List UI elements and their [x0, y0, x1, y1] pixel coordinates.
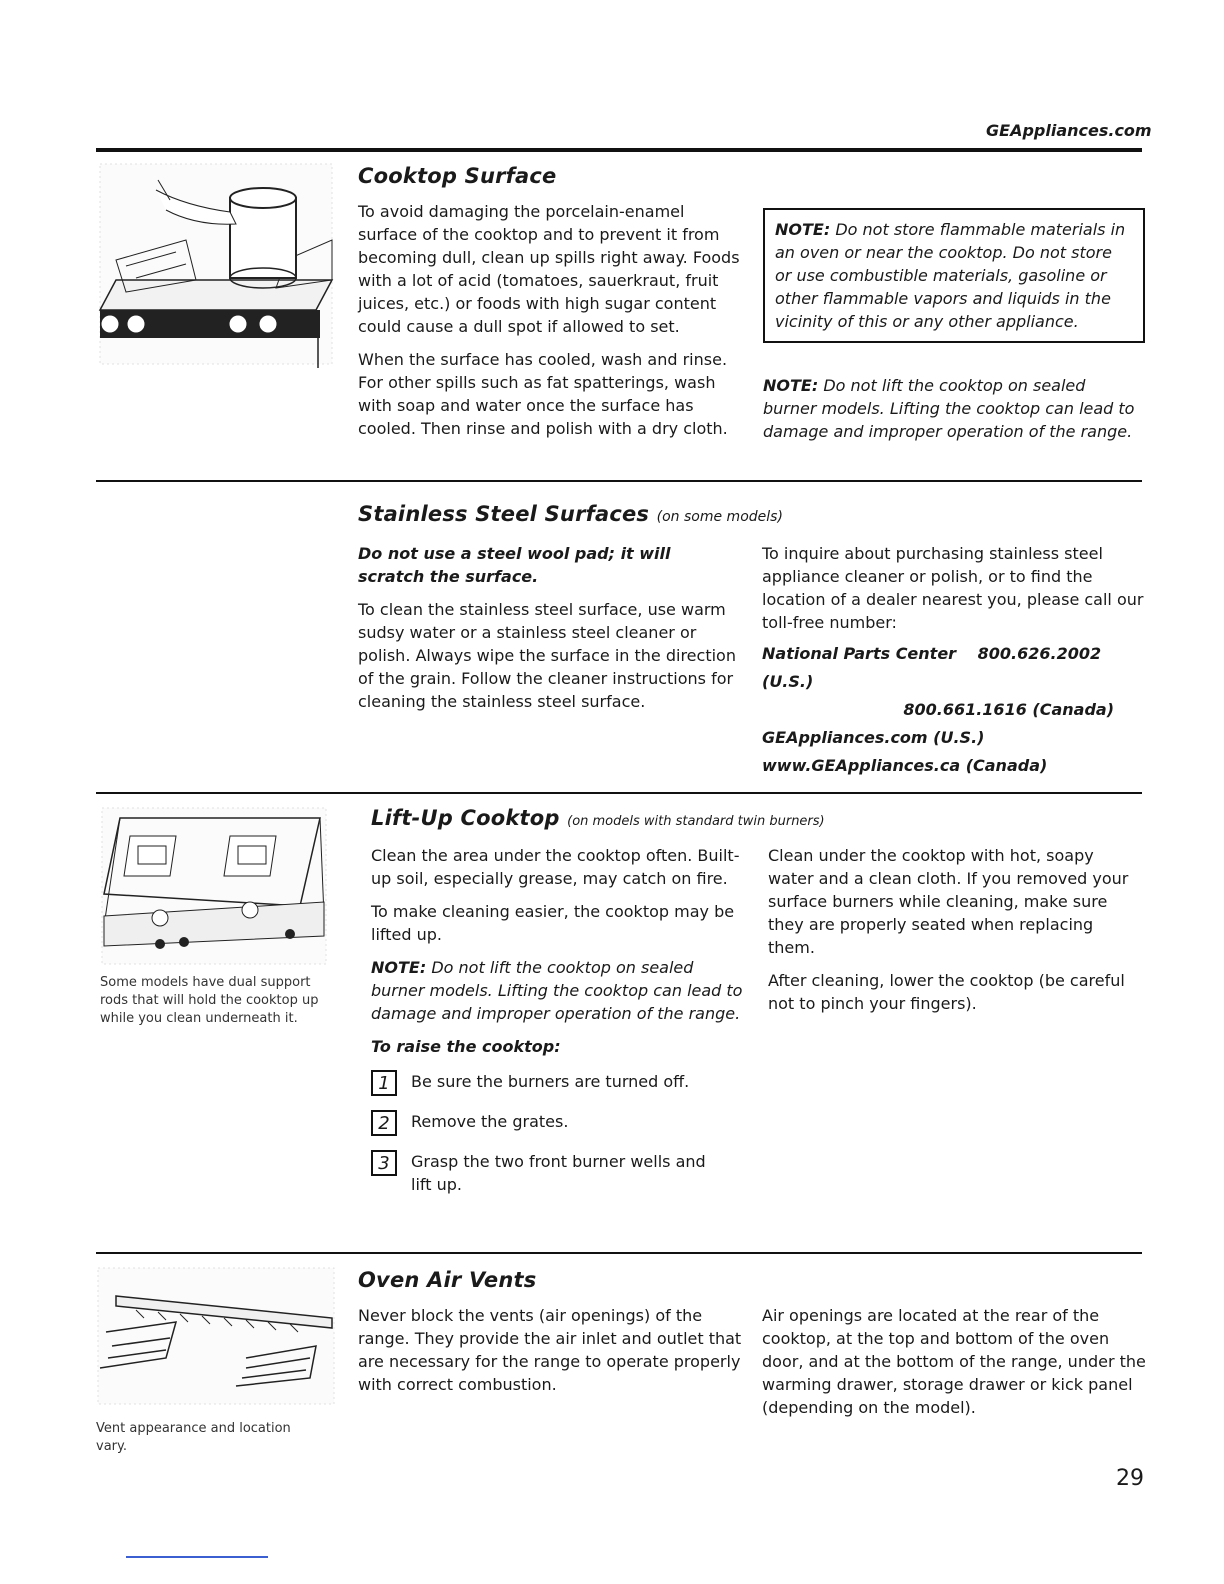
oven-air-vents-heading: Oven Air Vents	[358, 1268, 537, 1292]
phone-us: 800.626.2002 (U.S.)	[762, 644, 1102, 691]
vent-caption: Vent appearance and location vary.	[96, 1421, 291, 1454]
site-url: GEAppliances.com	[986, 121, 1152, 140]
web-us: GEAppliances.com (U.S.)	[762, 728, 985, 747]
vents-para-1: Never block the vents (air openings) of the range. They provide the air inlet and outlet that are necessary for the range to operate properly with correct combustion.	[358, 1306, 742, 1394]
oven-vent-illustration	[96, 1266, 336, 1406]
steel-wool-warning: Do not use a steel wool pad; it will scratch the surface.	[358, 544, 671, 586]
lift-up-title: Lift-Up Cooktop	[371, 806, 560, 830]
stainless-left-column	[358, 542, 742, 723]
phone-canada: 800.661.1616 (Canada)	[903, 700, 1114, 719]
web-canada: www.GEAppliances.ca (Canada)	[762, 756, 1048, 775]
top-rule	[96, 148, 1142, 152]
cooktop-para-2: When the surface has cooled, wash and rinse. For other spills such as fat spatterings, wash with soap and water once the surface has cooled. Then rinse and polish with a dry cloth.	[358, 350, 728, 438]
flammable-note-box	[763, 208, 1145, 343]
section-divider	[96, 792, 1142, 794]
stainless-para-2: To inquire about purchasing stainless steel appliance cleaner or polish, or to find the location of a dealer nearest you, please call our toll-free number:	[762, 544, 1144, 632]
lift-up-heading	[371, 806, 825, 830]
step-3	[371, 1150, 747, 1196]
cooktop-pot-illustration	[96, 160, 336, 370]
vents-para-2: Air openings are located at the rear of the cooktop, at the top and bottom of the oven door, and at the bottom of the range, under the warming drawer, storage drawer or kick panel (depending on the model).	[762, 1306, 1146, 1417]
footer-accent-line	[126, 1556, 268, 1558]
stainless-title: Stainless Steel Surfaces	[358, 502, 650, 526]
lift-up-right-column	[768, 844, 1144, 1025]
lift-up-para-1: Clean the area under the cooktop often. Built-up soil, especially grease, may catch on fire.	[371, 846, 740, 888]
section-divider	[96, 480, 1142, 482]
vents-left-column	[358, 1304, 742, 1406]
step-text: Grasp the two front burner wells and lift up.	[411, 1152, 706, 1194]
lift-up-para-4: After cleaning, lower the cooktop (be careful not to pinch your fingers).	[768, 971, 1125, 1013]
stainless-right-column	[762, 542, 1146, 780]
sealed-burner-note	[763, 374, 1143, 453]
lift-up-caption: Some models have dual support rods that will hold the cooktop up while you clean underneath it.	[100, 975, 319, 1026]
stainless-subtitle: (on some models)	[656, 509, 783, 525]
lift-up-para-2: To make cleaning easier, the cooktop may be lifted up.	[371, 902, 735, 944]
step-2	[371, 1110, 747, 1136]
note-label: NOTE:	[371, 958, 427, 977]
step-number: 1	[371, 1070, 397, 1096]
step-number: 3	[371, 1150, 397, 1176]
page-number: 29	[1116, 1466, 1144, 1491]
cooktop-surface-heading: Cooktop Surface	[358, 164, 557, 188]
cooktop-surface-body	[358, 200, 742, 450]
lift-up-left-column	[371, 844, 747, 1210]
flammable-note-text: Do not store flammable materials in an oven or near the cooktop. Do not store or use combustible materials, gasoline or other flammable vapors and liquids in the vicinity of this or any other appliance.	[775, 220, 1126, 331]
stainless-para-1: To clean the stainless steel surface, use warm sudsy water or a stainless steel cleaner or polish. Always wipe the surface in the direction of the grain. Follow the cleaner instructions for cleaning the stainless steel surface.	[358, 600, 736, 711]
step-text: Remove the grates.	[411, 1112, 569, 1131]
lift-up-para-3: Clean under the cooktop with hot, soapy water and a clean cloth. If you removed your surface burners while cleaning, make sure they are properly seated when replacing them.	[768, 846, 1129, 957]
section-divider	[96, 1252, 1142, 1254]
step-text: Be sure the burners are turned off.	[411, 1072, 690, 1091]
sealed-burner-note-text: Do not lift the cooktop on sealed burner models. Lifting the cooktop can lead to damage and improper operation of the range.	[763, 376, 1135, 441]
lift-up-subtitle: (on models with standard twin burners)	[567, 814, 825, 829]
step-1	[371, 1070, 747, 1096]
vents-right-column	[762, 1304, 1146, 1429]
parts-center-label: National Parts Center	[762, 644, 957, 663]
step-number: 2	[371, 1110, 397, 1136]
raise-cooktop-heading: To raise the cooktop:	[371, 1037, 561, 1056]
cooktop-para-1: To avoid damaging the porcelain-enamel surface of the cooktop and to prevent it from becoming dull, clean up spills right away. Foods with a lot of acid (tomatoes, sauerkraut, fruit juices, etc.) or foods with high sugar content could cause a dull spot if allowed to set.	[358, 202, 740, 336]
note-label: NOTE:	[763, 376, 819, 395]
note-label: NOTE:	[775, 220, 831, 239]
lift-up-cooktop-illustration	[100, 806, 328, 966]
parts-center-line	[762, 640, 1146, 696]
lift-up-note-text: Do not lift the cooktop on sealed burner models. Lifting the cooktop can lead to damage and improper operation of the range.	[371, 958, 743, 1023]
stainless-heading	[358, 502, 783, 526]
